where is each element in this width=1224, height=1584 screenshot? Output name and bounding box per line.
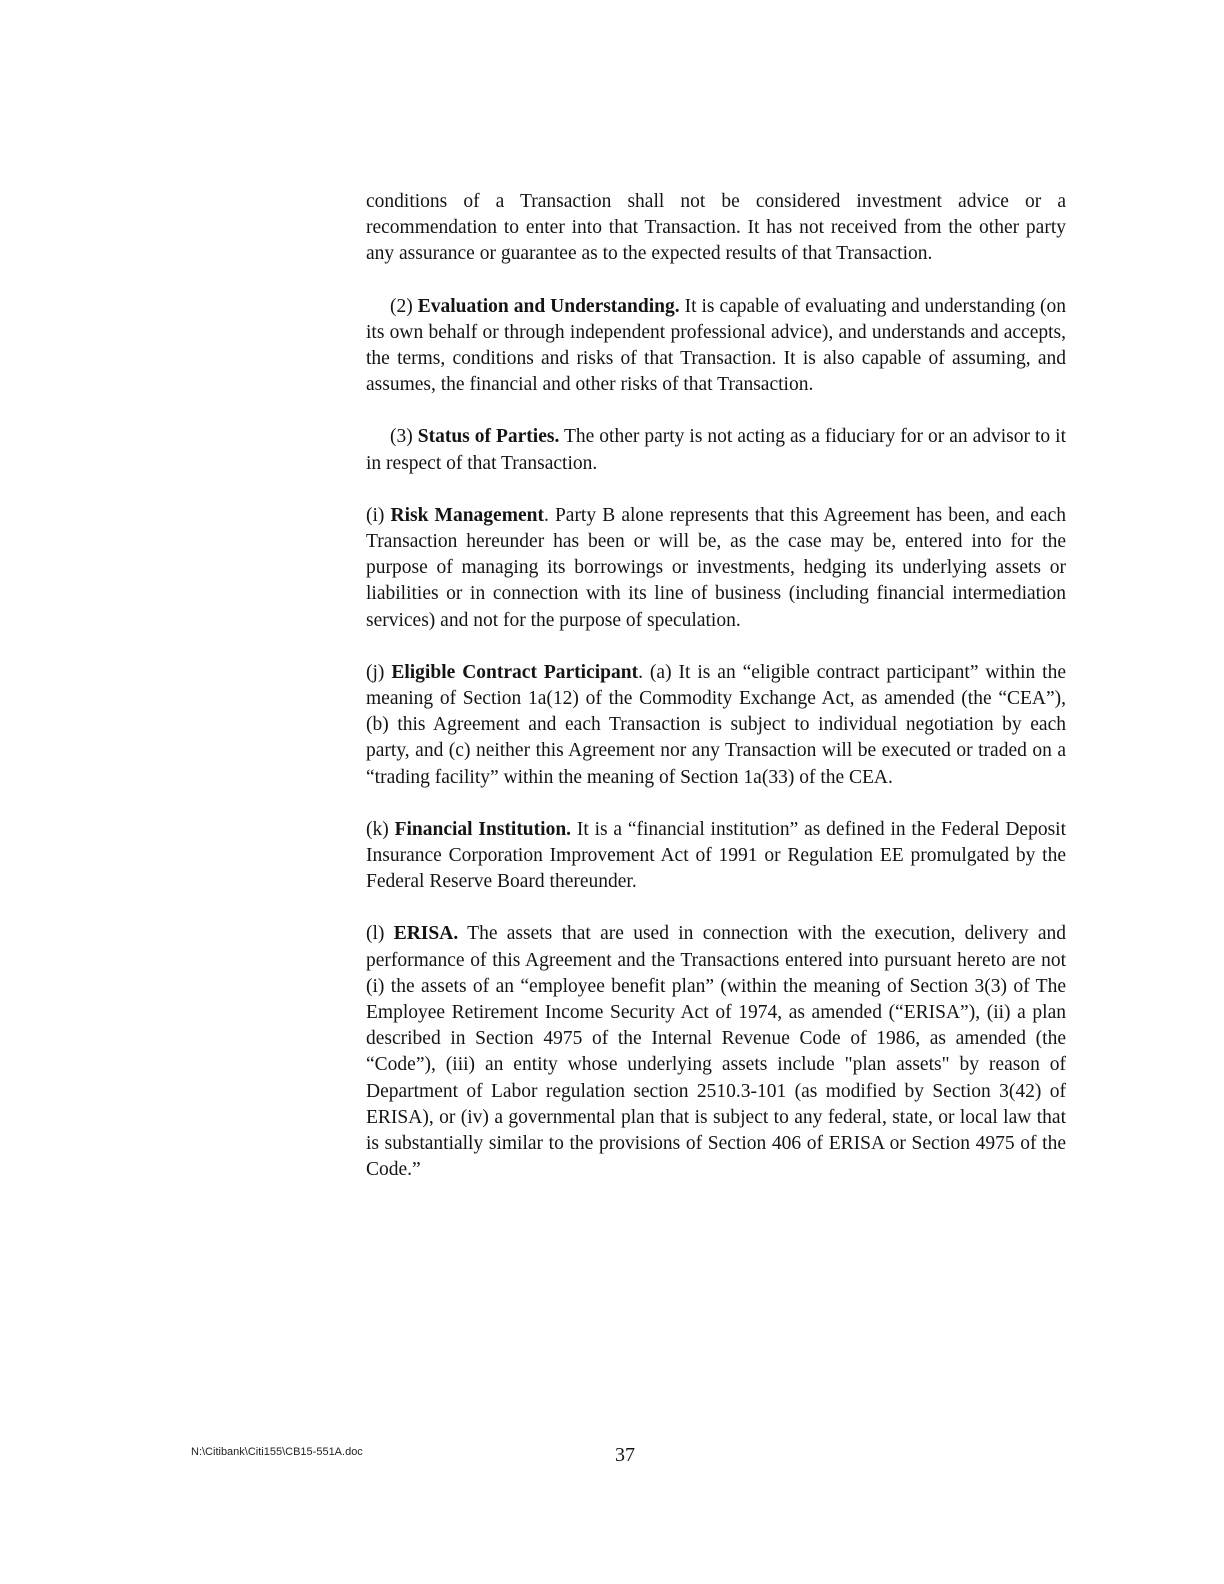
paragraph-heading: Status of Parties.	[417, 426, 560, 448]
paragraph-heading: Risk Management	[390, 504, 544, 526]
paragraph-eligible-contract-participant	[366, 660, 1066, 791]
paragraph-text: It is capable of evaluating and understanding (on its own behalf or through independent professional advice), and understands and accepts, the terms, conditions and risks of that Transaction. It is also capable of assuming, and assumes, the financial and other risks of that Transaction.	[366, 295, 1066, 396]
paragraph-heading: ERISA.	[393, 923, 459, 945]
paragraph-label: (2)	[390, 295, 418, 317]
paragraph-erisa	[366, 921, 1066, 1183]
paragraph-text: The assets that are used in connection with the execution, delivery and performance of this Agreement and the Transactions entered into pursuant hereto are not (i) the assets of an “employee benefit plan” (within the meaning of Section 3(3) of The Employee Retirement Income Security Act of 1974, as amended (“ERISA”), (ii) a plan described in Section 4975 of the Internal Revenue Code of 1986, as amended (the “Code”), (iii) an entity whose underlying assets include "plan assets" by reason of Department of Labor regulation section 2510.3-101 (as modified by Section 3(42) of ERISA), or (iv) a governmental plan that is subject to any federal, state, or local law that is substantially similar to the provisions of Section 406 of ERISA or Section 4975 of the Code.”	[366, 923, 1066, 1181]
paragraph-financial-institution	[366, 817, 1066, 896]
paragraph-text: It is a “financial institution” as defined in the Federal Deposit Insurance Corporation Improvement Act of 1991 or Regulation EE promulgated by the Federal Reserve Board thereunder.	[366, 818, 1066, 893]
paragraph-risk-management	[366, 503, 1066, 634]
paragraph-heading: Financial Institution.	[394, 818, 572, 840]
paragraph-label: (i)	[366, 504, 391, 526]
paragraph-text: The other party is not acting as a fiduciary for or an advisor to it in respect of that Transaction.	[366, 426, 1066, 474]
paragraph-text: conditions of a Transaction shall not be considered investment advice or a recommendation to enter into that Transaction. It has not received from the other party any assurance or guarantee as to the expected results of that Transaction.	[366, 191, 1066, 265]
document-body	[366, 189, 1066, 1184]
paragraph-continuation	[366, 189, 1066, 268]
footer-file-path: N:\Citibank\Citi155\CB15-551A.doc	[191, 1446, 363, 1458]
paragraph-status-of-parties	[366, 424, 1066, 476]
paragraph-evaluation-understanding	[366, 294, 1066, 399]
paragraph-label: (k)	[366, 818, 395, 840]
paragraph-heading: Evaluation and Understanding.	[417, 295, 680, 317]
paragraph-text: . (a) It is an “eligible contract participant” within the meaning of Section 1a(12) of the Commodity Exchange Act, as amended (the “CEA”), (b) this Agreement and each Transaction is subject to individual negotiation by each party, and (c) neither this Agreement nor any Transaction will be executed or traded on a “trading facility” within the meaning of Section 1a(33) of the CEA.	[366, 661, 1066, 788]
paragraph-text: . Party B alone represents that this Agreement has been, and each Transaction hereunder has been or will be, as the case may be, entered into for the purpose of managing its borrowings or investments, hedging its underlying assets or liabilities or in connection with its line of business (including financial intermediation services) and not for the purpose of speculation.	[366, 504, 1066, 631]
paragraph-label: (l)	[366, 923, 394, 945]
page-number: 37	[615, 1444, 635, 1466]
paragraph-heading: Eligible Contract Participant	[391, 661, 639, 683]
paragraph-label: (3)	[390, 426, 418, 448]
paragraph-label: (j)	[366, 661, 392, 683]
